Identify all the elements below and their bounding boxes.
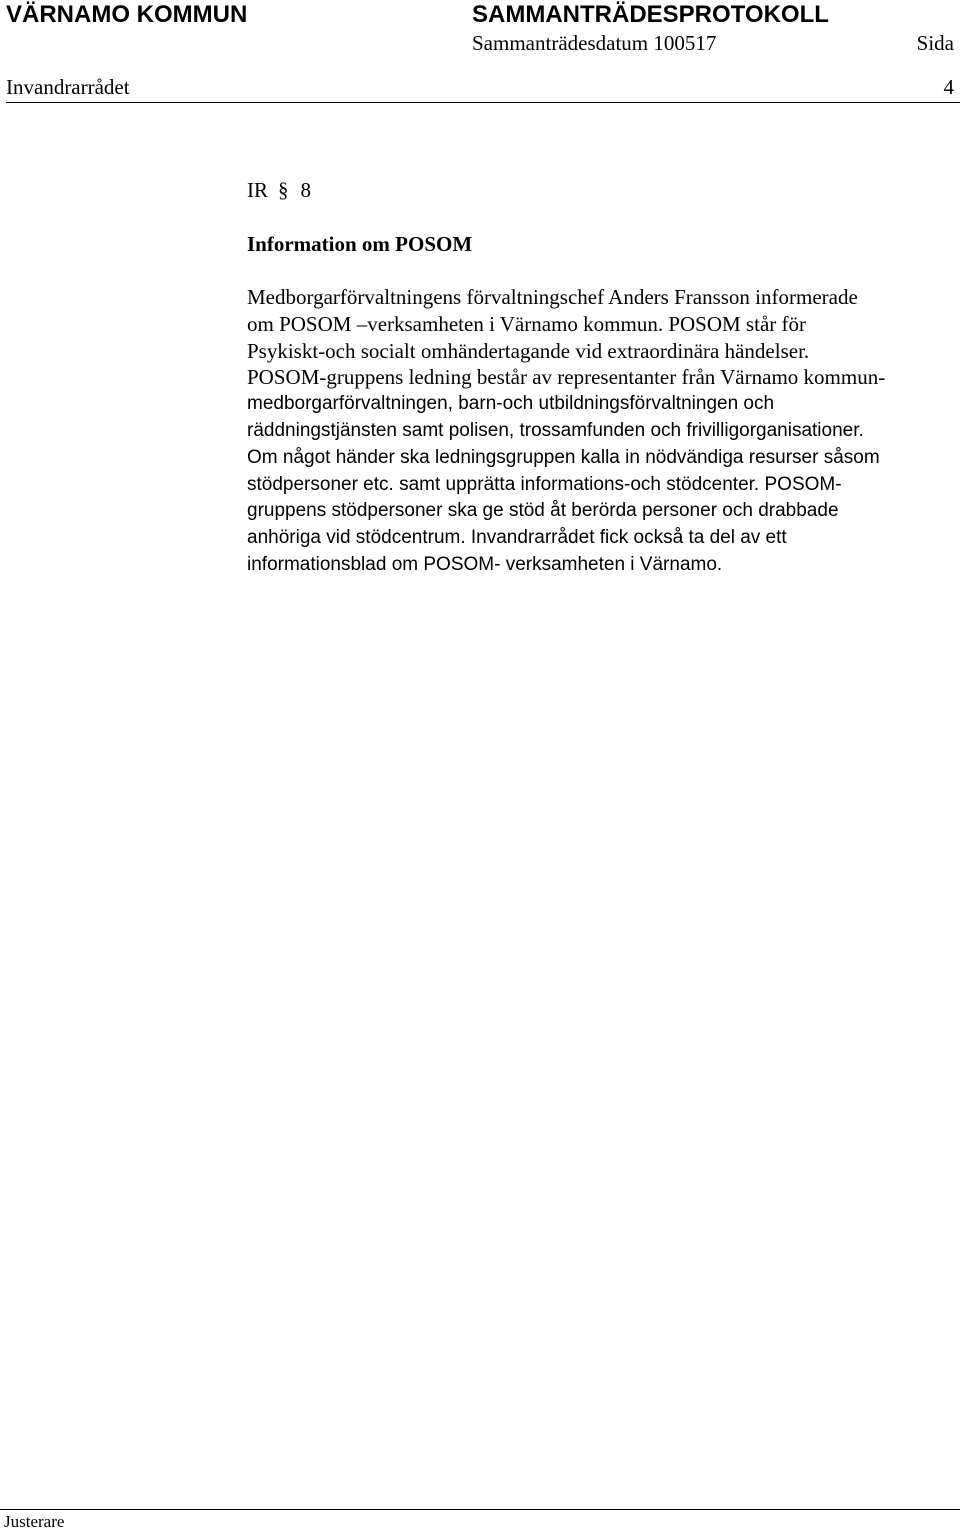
body-line: POSOM-gruppens ledning består av representanter från Värnamo kommun-: [247, 365, 886, 390]
document-type: SAMMANTRÄDESPROTOKOLL: [472, 1, 829, 28]
header-divider: [6, 102, 960, 103]
ref-prefix: IR: [247, 178, 268, 202]
meeting-date: Sammanträdesdatum 100517: [472, 31, 717, 55]
ref-number: 8: [300, 178, 311, 202]
body-line: Medborgarförvaltningens förvaltningschef Anders Fransson informerade: [247, 285, 858, 309]
section-symbol: §: [278, 178, 289, 202]
body-line: Om något händer ska ledningsgruppen kalla in nödvändiga resurser såsom: [247, 446, 880, 468]
body-line: Psykiskt-och socialt omhändertagande vid extraordinära händelser.: [247, 338, 810, 363]
footer-label: Justerare: [4, 1512, 65, 1531]
item-body: [247, 284, 957, 579]
page-label: Sida: [916, 31, 954, 55]
paragraph-reference: [247, 178, 311, 203]
body-line: gruppens stödpersoner ska ge stöd åt berörda personer och drabbade: [247, 500, 839, 522]
body-line: räddningstjänsten samt polisen, trossamfunden och frivilligorganisationer.: [247, 419, 864, 441]
body-line: informationsblad om POSOM- verksamheten i Värnamo.: [247, 553, 723, 575]
page-number: 4: [943, 75, 954, 99]
organization-name: VÄRNAMO KOMMUN: [6, 1, 248, 28]
body-line: medborgarförvaltningen, barn-och utbildningsförvaltningen och: [247, 393, 775, 415]
body-line: om POSOM –verksamheten i Värnamo kommun. POSOM står för: [247, 311, 806, 336]
body-line: stödpersoner etc. samt upprätta informations-och stödcenter. POSOM-: [247, 473, 842, 495]
body-line: anhöriga vid stödcentrum. Invandrarrådet fick också ta del av ett: [247, 527, 787, 549]
footer-divider: [0, 1509, 960, 1510]
item-title: Information om POSOM: [247, 232, 473, 256]
body-name: Invandrarrådet: [6, 75, 130, 99]
